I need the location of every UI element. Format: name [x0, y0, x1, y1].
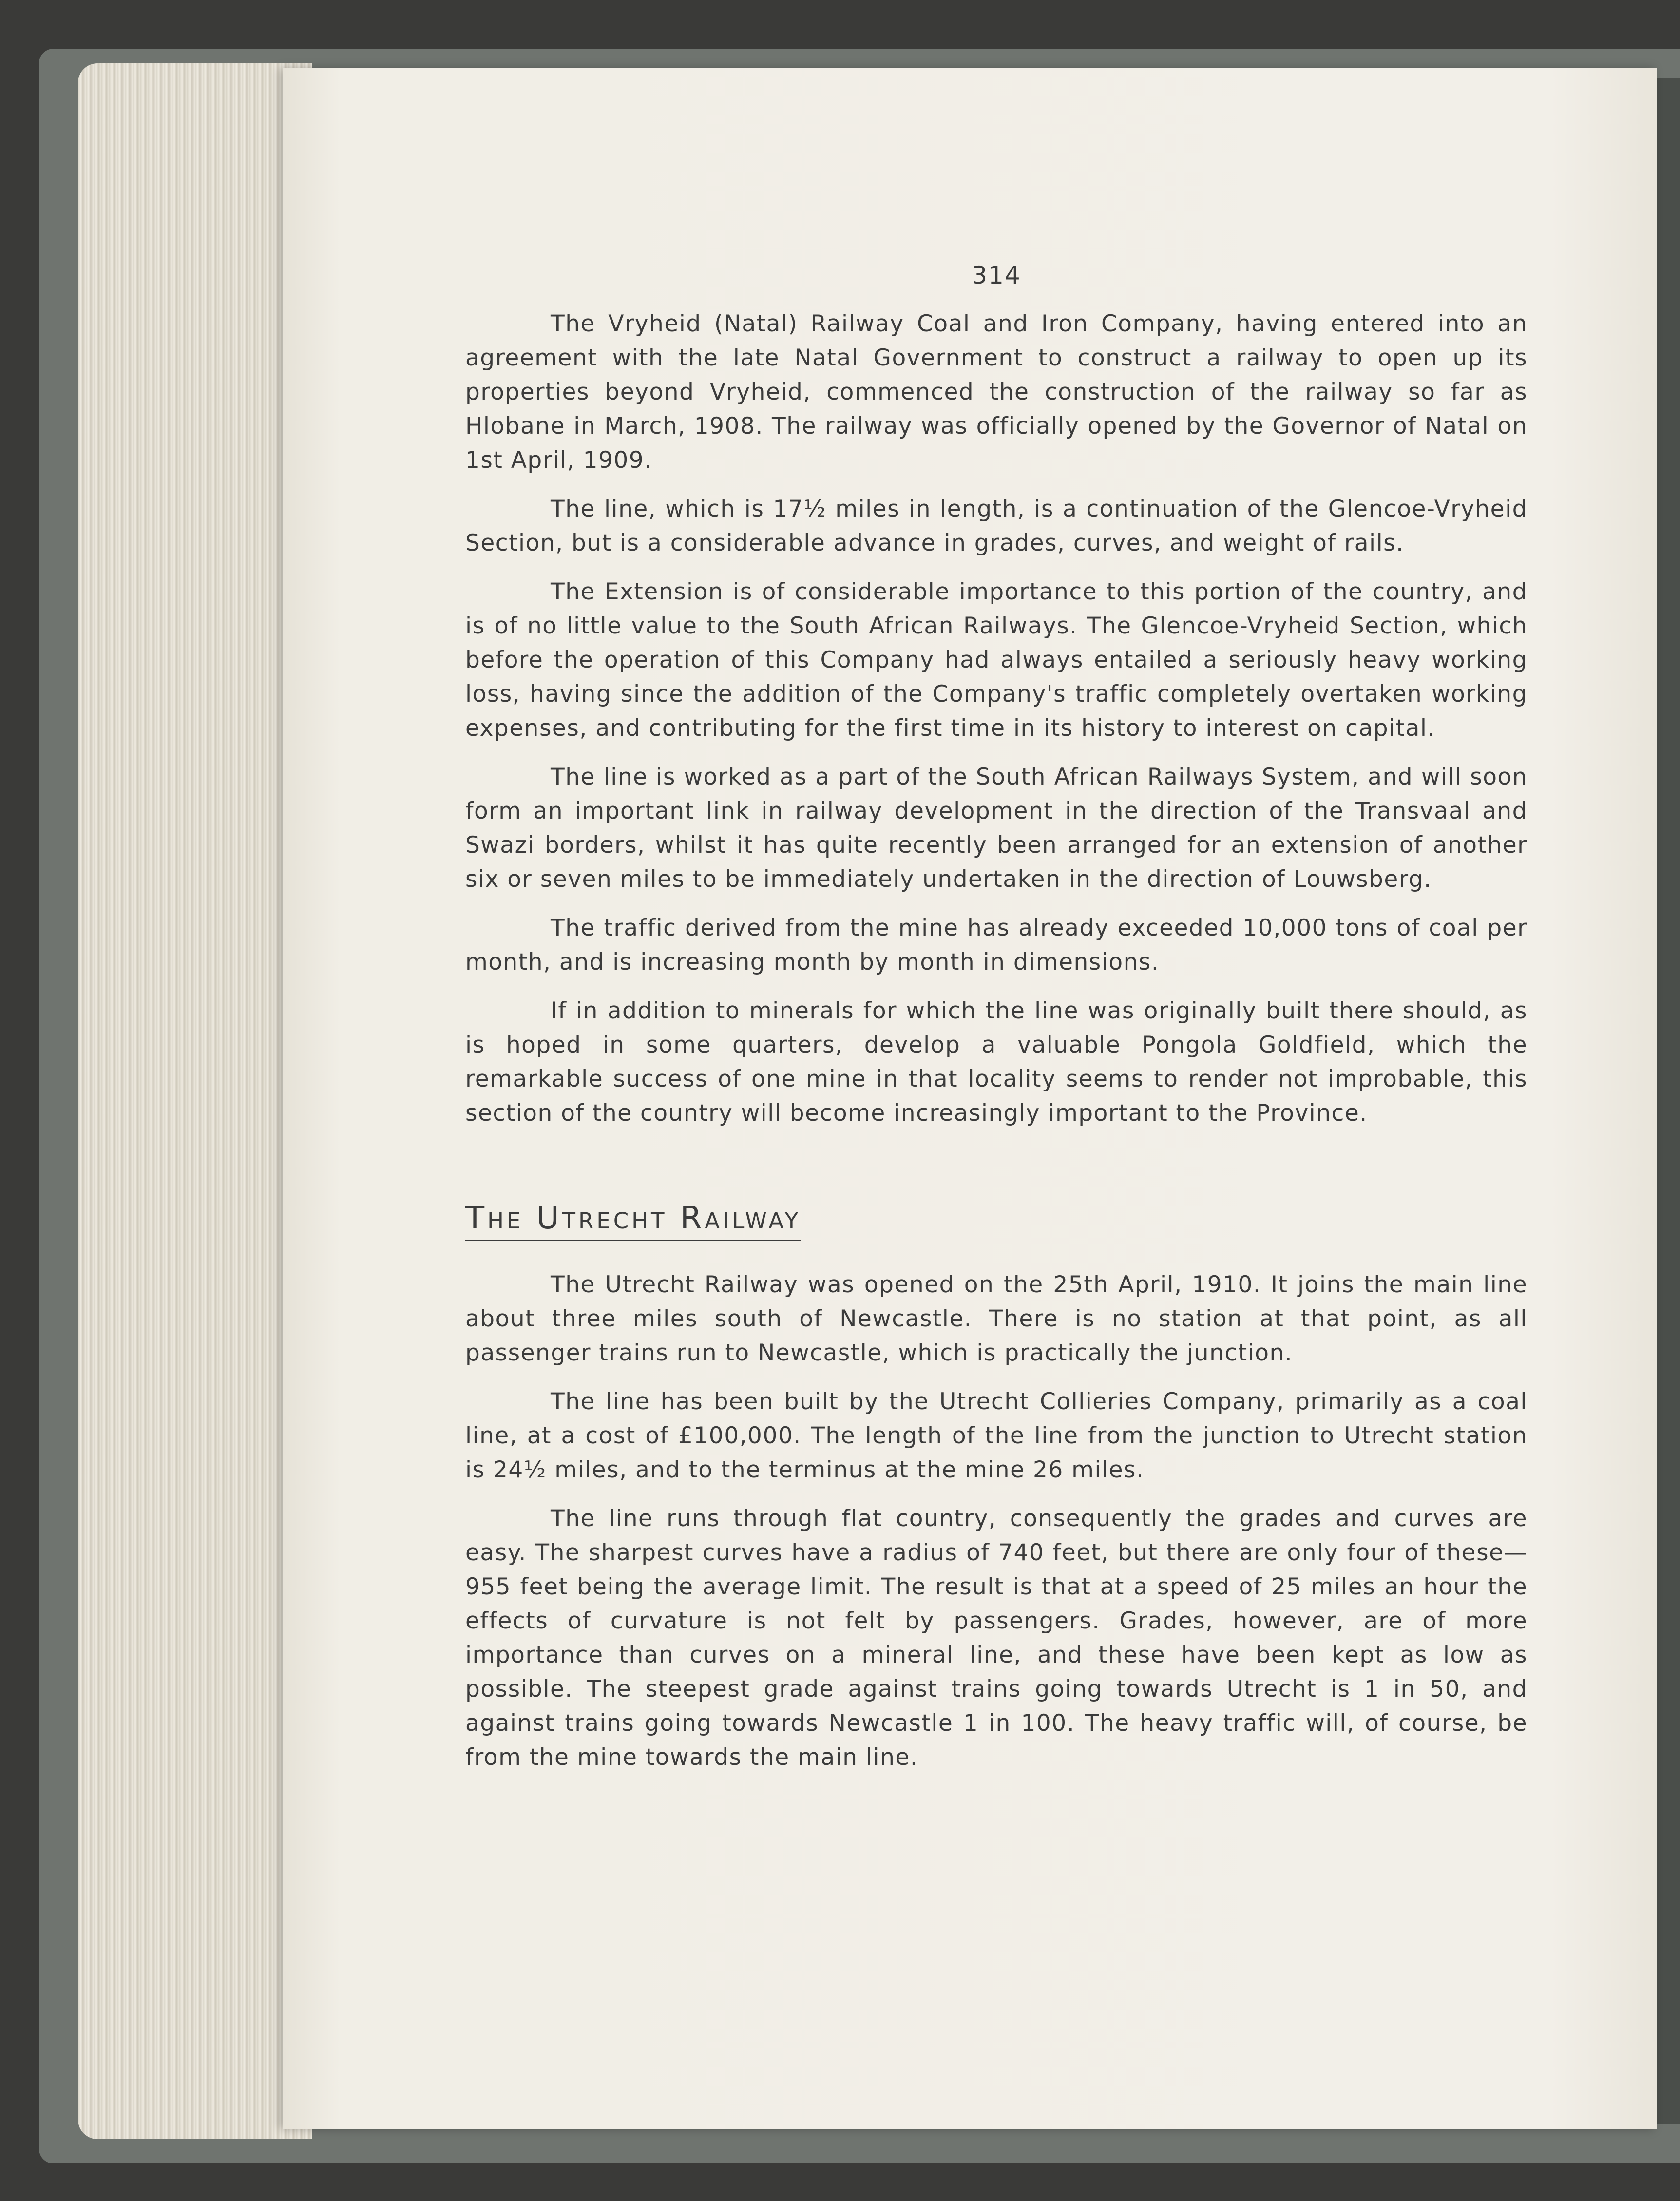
paragraph: The line runs through flat country, consequently the grades and curves are easy. The sharpest curves have a radius of 740 feet, but there are only four of these—955 feet being the average limit. The result is that at a speed of 25 miles an hour the effects of curvature is not felt by passengers. Grades, however, are of more importance than curves on a mineral line, and these have been kept as low as possible. The steepest grade against trains going towards Utrecht is 1 in 50, and against trains going towards Newcastle 1 in 100. The heavy traffic will, of course, be from the mine towards the main line. — [465, 1505, 1527, 1771]
paragraph: The line is worked as a part of the South African Railways System, and will soon form an important link in railway development in the direction of the Transvaal and Swazi borders, whilst it has quite recently been arranged for an extension of another six or seven miles to be immediately undertaken in the direction of Louwsberg. — [465, 764, 1527, 893]
paragraph: The line has been built by the Utrecht Collieries Company, primarily as a coal line, at a cost of £100,000. The length of the line from the junction to Utrecht station is 24½ miles, and to the terminus at the mine 26 miles. — [465, 1388, 1527, 1483]
paragraph: The line, which is 17½ miles in length, is a continuation of the Glencoe-Vryheid Section, but is a considerable advance in grades, curves, and weight of rails. — [465, 496, 1527, 556]
page-number: 314 — [972, 261, 1021, 289]
page-text — [465, 258, 1527, 1789]
section-heading-wrap — [465, 1145, 1527, 1268]
binding-strip — [1657, 78, 1680, 2124]
paragraph: The Utrecht Railway was opened on the 25th April, 1910. It joins the main line about three miles south of Newcastle. There is no station at that point, as all passenger trains run to Newcastle, which is practically the junction. — [465, 1271, 1527, 1366]
paragraph: The traffic derived from the mine has already exceeded 10,000 tons of coal per month, and is increasing month by month in dimensions. — [465, 915, 1527, 976]
paragraph: The Extension is of considerable importance to this portion of the country, and is of no little value to the South African Railways. The Glencoe-Vryheid Section, which before the operation of this Company had always entailed a seriously heavy working loss, having since the addition of the Company's traffic completely overtaken working expenses, and contributing for the first time in its history to interest on capital. — [465, 578, 1527, 742]
page-edges — [78, 63, 312, 2139]
paragraph: If in addition to minerals for which the line was originally built there should, as is hoped in some quarters, develop a valuable Pongola Goldfield, which the remarkable success of one mine in that locality seems to render not improbable, this section of the country will become increasingly important to the Province. — [465, 997, 1527, 1127]
section-heading: The Utrecht Railway — [465, 1199, 801, 1241]
paragraph: The Vryheid (Natal) Railway Coal and Iron Company, having entered into an agreement with the late Natal Government to construct a railway to open up its properties beyond Vryheid, commenced the construction of the railway so far as Hlobane in March, 1908. The railway was officially opened by the Governor of Natal on 1st April, 1909. — [465, 310, 1527, 474]
